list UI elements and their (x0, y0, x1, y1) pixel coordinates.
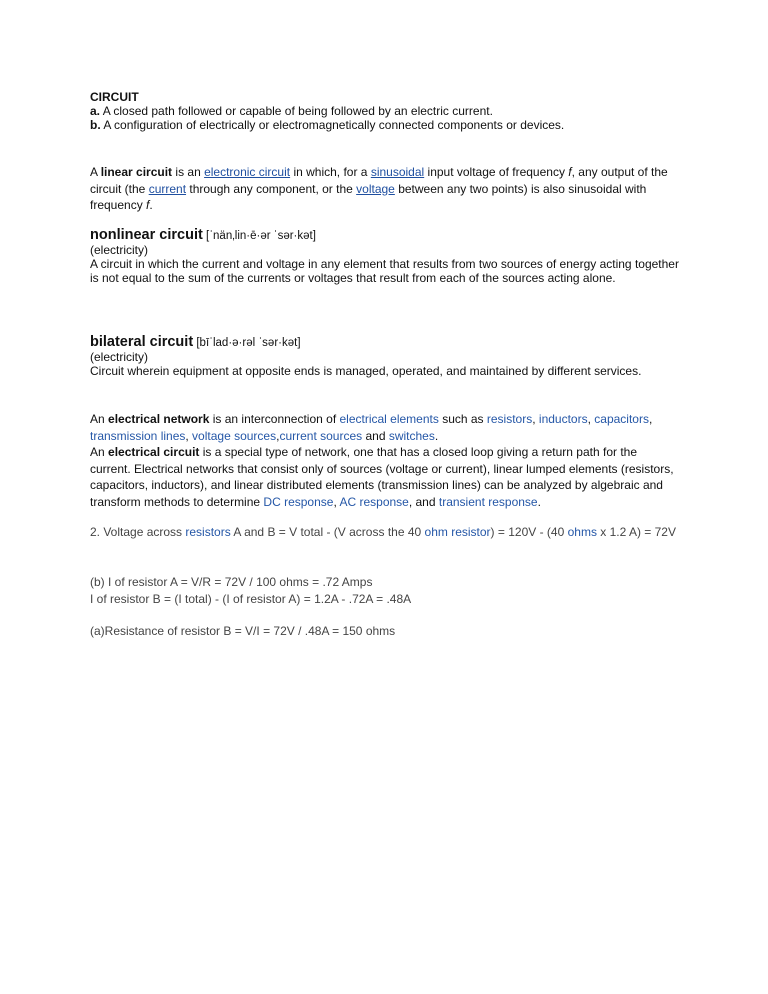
circuit-definition-b: b. A configuration of electrically or electromagnetically connected components or devices. (90, 118, 565, 132)
nonlinear-circuit-entry (90, 228, 680, 285)
circuit-title: CIRCUIT (90, 90, 139, 104)
ohms-link[interactable]: ohms (567, 525, 597, 539)
bilateral-circuit-entry (90, 335, 680, 378)
resistance-resistor-b: (a)Resistance of resistor B = V/I = 72V / .48A = 150 ohms (90, 624, 396, 638)
current-link[interactable]: current (148, 181, 187, 196)
electrical-elements-link[interactable]: electrical elements (339, 412, 439, 426)
circuit-definition-a: a. A closed path followed or capable of being followed by an electric current. (90, 104, 493, 118)
ohm-resistor-link[interactable]: ohm resistor (424, 525, 491, 539)
resistors-link-2[interactable]: resistors (185, 525, 231, 539)
bilateral-circuit-heading: bilateral circuit [bīˈlad·ə·rəl ˈsər·kət] (90, 334, 301, 350)
ac-response-link[interactable]: AC response (339, 494, 409, 509)
electrical-network-definition: An electrical network is an interconnection of electrical elements such as resistors, inductors, capacitors, transmission lines, voltage sources,current sources and switches. (90, 412, 653, 443)
bilateral-circuit-definition: Circuit wherein equipment at opposite ends is managed, operated, and maintained by different services. (90, 364, 642, 378)
problem-2-resistance (90, 623, 680, 640)
sinusoidal-link[interactable]: sinusoidal (370, 165, 425, 179)
current-sources-link[interactable]: current sources (279, 428, 363, 443)
nonlinear-circuit-heading: nonlinear circuit [ˈnän‚lin·ē·ər ˈsər·kət] (90, 227, 316, 243)
transient-response-link[interactable]: transient response (438, 494, 538, 509)
linear-circuit-term: linear circuit (100, 165, 173, 179)
dc-response-link[interactable]: DC response (263, 494, 334, 509)
capacitors-link[interactable]: capacitors (594, 412, 649, 426)
voltage-sources-link[interactable]: voltage sources (192, 428, 277, 443)
resistors-link[interactable]: resistors (486, 412, 533, 426)
problem-2-voltage: 2. Voltage across resistors A and B = V total - (V across the 40 ohm resistor) = 120V - (40 ohms x 1.2 A) = 72V (90, 525, 676, 539)
electrical-network-paragraph (90, 411, 680, 510)
switches-link[interactable]: switches (388, 428, 435, 443)
nonlinear-circuit-definition: A circuit in which the current and voltage in any element that results from two sources of energy acting together is not equal to the sum of the currents or voltages that result from each of the sources acting alone. (90, 257, 679, 285)
current-resistor-a: (b) I of resistor A = V/R = 72V / 100 ohms = .72 Amps (90, 575, 373, 589)
nonlinear-circuit-field: (electricity) (90, 243, 149, 257)
bilateral-circuit-field: (electricity) (90, 350, 149, 364)
transmission-lines-link[interactable]: transmission lines (90, 428, 186, 443)
circuit-definition (90, 90, 680, 132)
electrical-circuit-definition: An electrical circuit is a special type of network, one that has a closed loop giving a return path for the current. Electrical networks that consist only of sources (voltage or current), linear lumped elements (resistors, capacitors, inductors), and linear distributed elements (transmission lines) can be analyzed by algebraic and transform methods to determine DC response, AC response, and transient response. (90, 445, 674, 509)
problem-2-current (90, 574, 680, 607)
current-resistor-b: I of resistor B = (I total) - (I of resistor A) = 1.2A - .72A = .48A (90, 591, 412, 606)
inductors-link[interactable]: inductors (538, 412, 588, 426)
linear-circuit-paragraph: A linear circuit is an electronic circuit in which, for a sinusoidal input voltage of frequency f, any output of the circuit (the current through any component, or the voltage between any two points) is also sinusoidal with frequency f. (90, 165, 668, 212)
voltage-link[interactable]: voltage (356, 181, 395, 196)
electronic-circuit-link[interactable]: electronic circuit (204, 165, 291, 179)
